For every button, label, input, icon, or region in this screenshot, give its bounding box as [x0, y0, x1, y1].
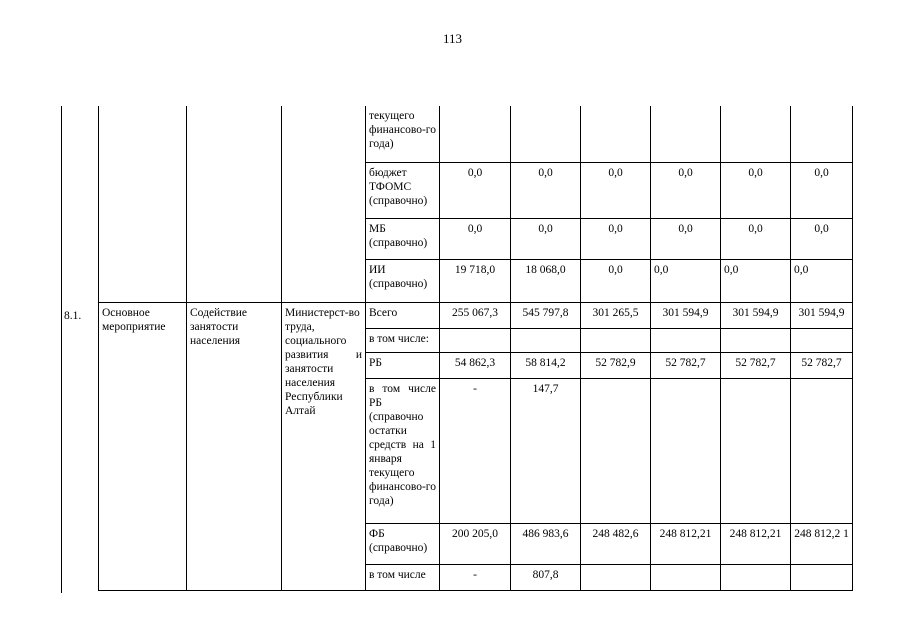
value-cell: 52 782,7: [721, 352, 791, 378]
source-cell: в том числе РБ (справочно остатки средств на 1 января текущего финансово-го года): [366, 378, 440, 523]
value-cell: 54 862,3: [440, 352, 511, 378]
value-cell: [721, 106, 791, 162]
value-cell: [651, 378, 721, 523]
value-cell: [581, 328, 651, 352]
value-cell: 0,0: [581, 162, 651, 218]
value-cell: 52 782,7: [651, 352, 721, 378]
value-cell: [581, 564, 651, 590]
value-cell: 301 594,9: [791, 302, 853, 328]
value-cell: 0,0: [721, 218, 791, 259]
section-number: 8.1.: [64, 310, 82, 322]
value-cell: 0,0: [791, 259, 853, 302]
value-cell: 0,0: [791, 162, 853, 218]
activity-name-cell: Содействие занятости населения: [187, 302, 282, 590]
source-cell: МБ (справочно): [366, 218, 440, 259]
source-cell: ФБ (справочно): [366, 523, 440, 564]
source-cell: ИИ (справочно): [366, 259, 440, 302]
source-cell: бюджет ТФОМС (справочно): [366, 162, 440, 218]
value-cell: [581, 378, 651, 523]
value-cell: [511, 328, 581, 352]
value-cell: [440, 328, 511, 352]
left-column-border: [61, 106, 62, 593]
value-cell: 0,0: [581, 218, 651, 259]
value-cell: [791, 106, 853, 162]
value-cell: [721, 328, 791, 352]
source-cell: Всего: [366, 302, 440, 328]
value-cell: [511, 106, 581, 162]
value-cell: 248 482,6: [581, 523, 651, 564]
value-cell: 52 782,7: [791, 352, 853, 378]
value-cell: [651, 106, 721, 162]
value-cell: 0,0: [511, 218, 581, 259]
name-cell-cont: [187, 106, 282, 302]
value-cell: 301 594,9: [651, 302, 721, 328]
value-cell: 0,0: [651, 162, 721, 218]
value-cell: -: [440, 564, 511, 590]
value-cell: 301 265,5: [581, 302, 651, 328]
value-cell: 486 983,6: [511, 523, 581, 564]
value-cell: [721, 378, 791, 523]
value-cell: 0,0: [511, 162, 581, 218]
value-cell: 301 594,9: [721, 302, 791, 328]
value-cell: 807,8: [511, 564, 581, 590]
value-cell: 545 797,8: [511, 302, 581, 328]
value-cell: 147,7: [511, 378, 581, 523]
value-cell: 248 812,2 1: [791, 523, 853, 564]
source-cell: в том числе:: [366, 328, 440, 352]
value-cell: 0,0: [721, 259, 791, 302]
value-cell: [721, 564, 791, 590]
value-cell: [440, 106, 511, 162]
value-cell: 0,0: [440, 218, 511, 259]
value-cell: 255 067,3: [440, 302, 511, 328]
executor-cell: Министерст-во труда, социального развития и занятости населения Республики Алтай: [282, 302, 366, 590]
value-cell: [651, 328, 721, 352]
value-cell: [581, 106, 651, 162]
value-cell: 248 812,21: [651, 523, 721, 564]
value-cell: [791, 328, 853, 352]
executor-cell-cont: [282, 106, 366, 302]
value-cell: 19 718,0: [440, 259, 511, 302]
value-cell: 0,0: [440, 162, 511, 218]
value-cell: -: [440, 378, 511, 523]
value-cell: 200 205,0: [440, 523, 511, 564]
value-cell: 52 782,9: [581, 352, 651, 378]
page-number: 113: [442, 31, 463, 46]
value-cell: 0,0: [581, 259, 651, 302]
source-cell: в том числе: [366, 564, 440, 590]
source-cell: РБ: [366, 352, 440, 378]
value-cell: [791, 564, 853, 590]
value-cell: 0,0: [651, 218, 721, 259]
value-cell: 0,0: [721, 162, 791, 218]
financing-table: [98, 106, 853, 591]
value-cell: 58 814,2: [511, 352, 581, 378]
value-cell: 248 812,21: [721, 523, 791, 564]
value-cell: 18 068,0: [511, 259, 581, 302]
activity-type-cell: Основное мероприятие: [99, 302, 187, 590]
value-cell: [791, 378, 853, 523]
value-cell: 0,0: [791, 218, 853, 259]
value-cell: [651, 564, 721, 590]
type-cell-cont: [99, 106, 187, 302]
source-cell: текущего финансово-го года): [366, 106, 440, 162]
value-cell: 0,0: [651, 259, 721, 302]
